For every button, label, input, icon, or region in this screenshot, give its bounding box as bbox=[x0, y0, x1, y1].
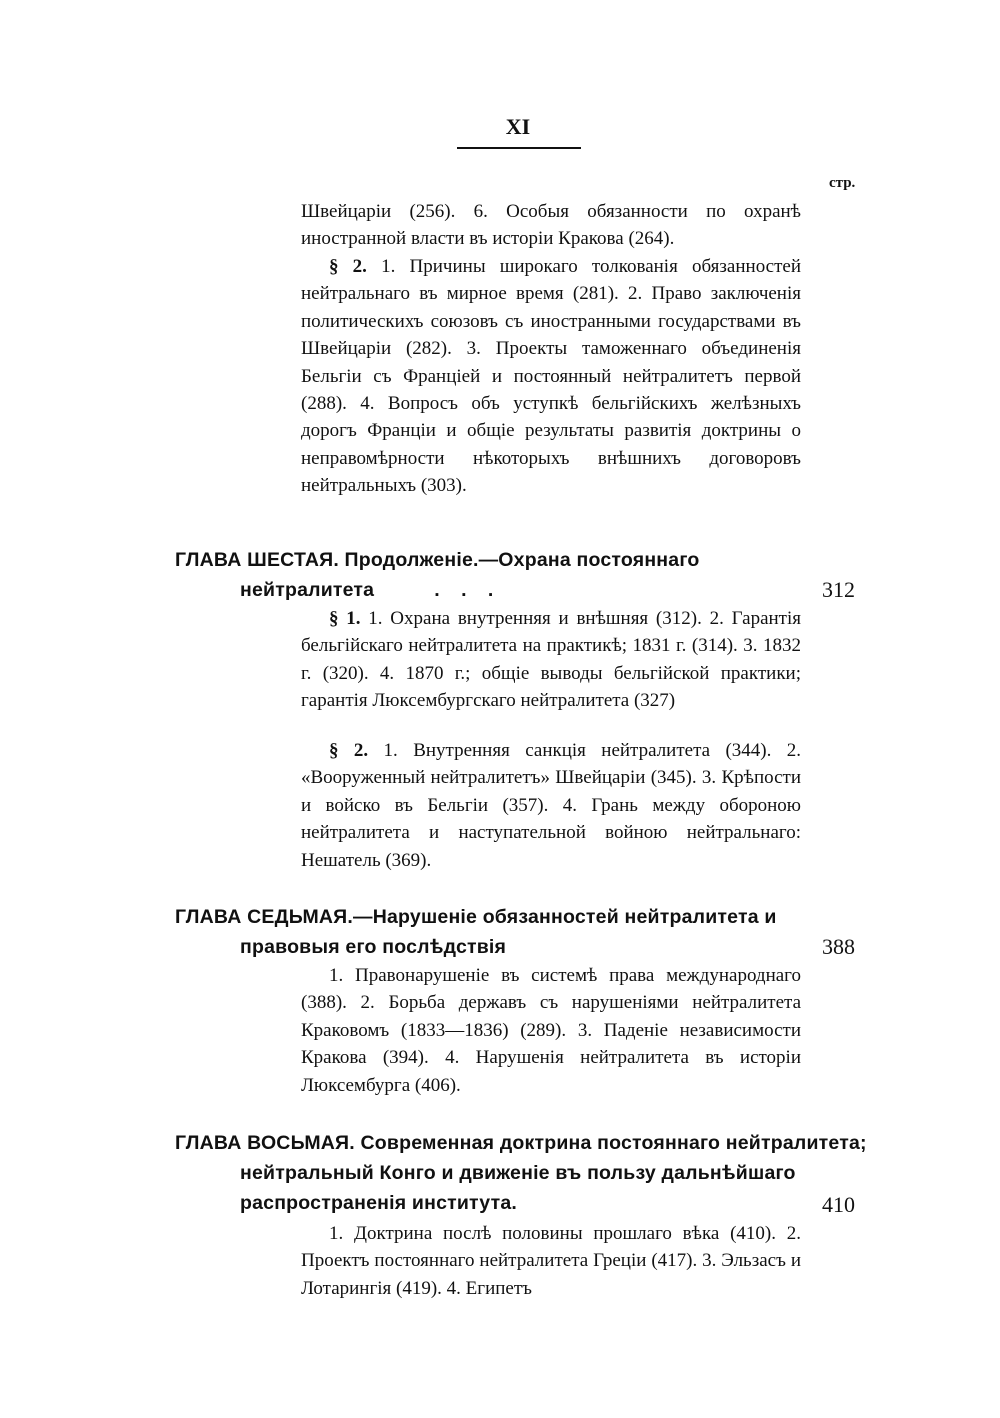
paragraph-text: Швейцаріи (256). 6. Особыя обязанности по охранѣ иностранной власти въ исторіи Кракова (264). bbox=[301, 201, 801, 250]
section-paragraph bbox=[301, 1220, 801, 1302]
paragraph-text: 1. Доктрина послѣ половины прошлаго вѣка (410). 2. Проектъ постояннаго нейтралитета Греціи (417). 3. Эльзасъ и Лотарингія (419). 4. Египетъ bbox=[301, 1223, 801, 1299]
chapter-heading bbox=[175, 902, 870, 962]
section-paragraph bbox=[301, 253, 801, 500]
section-paragraph bbox=[301, 605, 801, 715]
leader-dots: . . . bbox=[434, 579, 502, 601]
section-paragraph bbox=[301, 737, 801, 874]
chapter-title: ГЛАВА ШЕСТАЯ. Продолженіе.—Охрана постояннаго нейтралитета bbox=[175, 549, 700, 601]
chapter-page: 388 bbox=[822, 934, 855, 959]
chapter-heading bbox=[175, 545, 870, 605]
paragraph-text: 1. Правонарушеніе въ системѣ права международнаго (388). 2. Борьба державъ съ нарушеніями нейтралитета Краковомъ (1833—1836) (289). 3. Паденіе независимости Кракова (394). 4. Нарушенія нейтралитета въ исторіи Люксембурга (406). bbox=[301, 965, 801, 1096]
chapter-page: 410 bbox=[822, 1192, 855, 1217]
section-paragraph bbox=[301, 962, 801, 1099]
section-mark: § 2. bbox=[329, 740, 369, 761]
chapter-heading bbox=[175, 1128, 870, 1218]
continuation-paragraph bbox=[301, 198, 801, 253]
chapter-title: ГЛАВА ВОСЬМАЯ. Современная доктрина постояннаго нейтралитета; нейтральный Конго и движеніе въ пользу дальнѣйшаго распространенія института. bbox=[175, 1132, 867, 1214]
chapter-title: ГЛАВА СЕДЬМАЯ.—Нарушеніе обязанностей нейтралитета и правовыя его послѣдствія bbox=[175, 906, 777, 958]
section-mark: § 2. bbox=[329, 256, 367, 277]
paragraph-text: 1. Причины широкаго толкованія обязанностей нейтральнаго въ мирное время (281). 2. Право заключенія политическихъ союзовъ съ иностранными государствами въ Швейцаріи (282). 3. Проекты таможеннаго объединенія Бельгіи съ Франціей и постоянный нейтралитетъ первой (288). 4. Вопросъ объ уступкѣ бельгійскихъ желѣзныхъ дорогъ Франціи и общіе результаты развитія доктрины о неправомѣрности нѣкоторыхъ внѣшнихъ договоровъ нейтральныхъ (303). bbox=[301, 256, 802, 497]
chapter-page: 312 bbox=[822, 577, 855, 602]
page-number-rule bbox=[457, 147, 581, 149]
page-column-label: стр. bbox=[829, 175, 856, 191]
paragraph-text: 1. Охрана внутренняя и внѣшняя (312). 2. Гарантія бельгійскаго нейтралитета на практикѣ; 1831 г. (314). 3. 1832 г. (320). 4. 1870 г.; общіе выводы бельгійской практики; гарантія Люксембургскаго нейтралитета (327) bbox=[301, 608, 801, 712]
paragraph-text: 1. Внутренняя санкція нейтралитета (344). 2. «Вооруженный нейтралитетъ» Швейцаріи (345). 3. Крѣпости и войско въ Бельгіи (357). 4. Грань между обороною нейтралитета и наступательной войною нейтральнаго: Нешатель (369). bbox=[301, 740, 801, 871]
page-number: XI bbox=[505, 114, 531, 139]
section-mark: § 1. bbox=[329, 608, 361, 629]
